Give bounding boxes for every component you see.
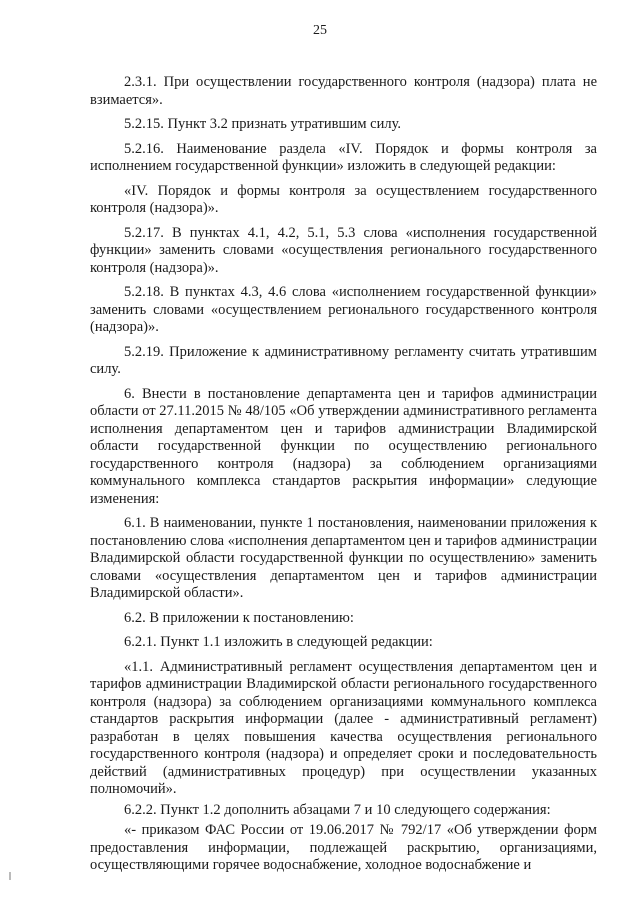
paragraph: 5.2.15. Пункт 3.2 признать утратившим силу.	[124, 116, 402, 132]
paragraph: 5.2.19. Приложение к административному регламенту считать утратившим силу.	[90, 343, 597, 377]
page-number: 25	[313, 23, 327, 38]
paragraph: 6.2.2. Пункт 1.2 дополнить абзацами 7 и 10 следующего содержания:	[124, 801, 551, 818]
paragraph: 5.2.16. Наименование раздела «IV. Порядок и формы контроля за исполнением государственной функции» изложить в следующей редакции:	[90, 140, 597, 174]
paragraph: 6.2.1. Пункт 1.1 изложить в следующей редакции:	[124, 634, 433, 650]
paragraph: 6. Внести в постановление департамента цен и тарифов администрации области от 27.11.2015 № 48/105 «Об утверждении административного регламента исполнения департаментом цен и тарифов администрации Владимирской области государственной функции по осуществлению регионального государственного контроля (надзора) за соблюдением организациями коммунального комплекса стандартов раскрытия информации» следующие изменения:	[90, 385, 597, 507]
paragraph: 2.3.1. При осуществлении государственного контроля (надзора) плата не взимается».	[90, 74, 597, 108]
paragraph: «- приказом ФАС России от 19.06.2017 № 792/17 «Об утверждении форм предоставления информации, подлежащей раскрытию, организациями, осуществляющими горячее водоснабжение, холодное водоснабжение и	[90, 822, 597, 873]
scan-artifact	[9, 872, 11, 880]
document-body	[90, 74, 597, 882]
paragraph: «1.1. Административный регламент осуществления департаментом цен и тарифов администрации Владимирской области регионального государственного контроля (надзора) за соблюдением организациями коммунального комплекса стандартов раскрытия информации (далее - административный регламент) разработан в целях повышения качества осуществления регионального государственного контроля (надзора) и определяет сроки и последовательность действий (административных процедур) при осуществлении указанных полномочий».	[90, 658, 597, 797]
paragraph: 6.2. В приложении к постановлению:	[124, 609, 354, 626]
paragraph: 5.2.17. В пунктах 4.1, 4.2, 5.1, 5.3 слова «исполнения государственной функции» заменить словами «осуществления регионального государственного контроля (надзора)».	[90, 224, 597, 276]
paragraph: 6.1. В наименовании, пункте 1 постановления, наименовании приложения к постановлению слова «исполнения департаментом цен и тарифов администрации Владимирской области государственной функции по осуществлению» заменить словами «осуществления департаментом цен и тарифов администрации Владимирской области».	[90, 515, 597, 601]
paragraph: 5.2.18. В пунктах 4.3, 4.6 слова «исполнением государственной функции» заменить словами «осуществлением регионального государственного контроля (надзора)».	[90, 284, 597, 335]
paragraph: «IV. Порядок и формы контроля за осуществлением государственного контроля (надзора)».	[90, 182, 597, 216]
